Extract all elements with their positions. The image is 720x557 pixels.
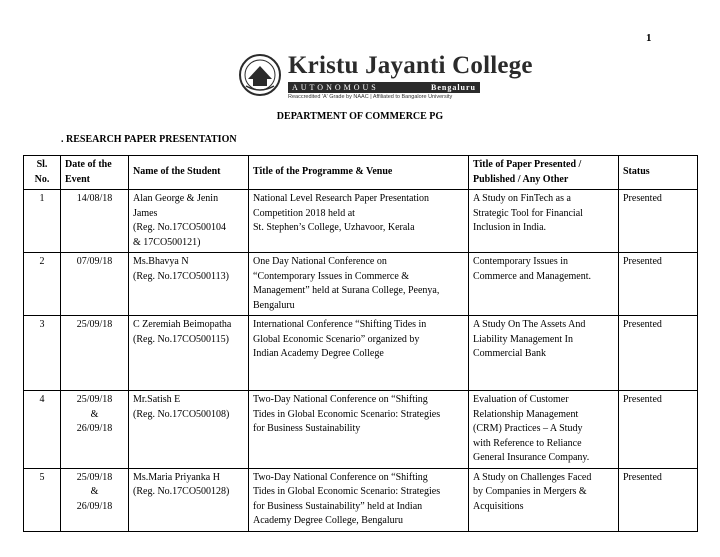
cell-student: C Zeremiah Beimopatha (Reg. No.17CO500115) [129,316,249,391]
cell-paper-title: Contemporary Issues in Commerce and Management. [469,253,619,316]
header-paper-title: Title of Paper Presented / Published / Any Other [469,156,619,190]
autonomous-band [288,82,480,93]
cell-status: Presented [619,391,698,469]
section-title: . RESEARCH PAPER PRESENTATION [61,134,237,145]
department-heading: DEPARTMENT OF COMMERCE PG [276,111,444,122]
college-seal-icon [238,53,282,97]
cell-programme: One Day National Conference on “Contemporary Issues in Commerce & Management” held at Surana College, Peenya, Bengaluru [249,253,469,316]
cell-sl: 5 [24,468,61,531]
header-sl-no: Sl. No. [24,156,61,190]
college-name: Kristu Jayanti College [288,52,533,79]
cell-date: 14/08/18 [61,190,129,253]
table-row [24,468,698,531]
cell-paper-title: A Study on FinTech as a Strategic Tool for Financial Inclusion in India. [469,190,619,253]
cell-sl: 4 [24,391,61,469]
college-logo [238,52,533,104]
cell-student: Mr.Satish E (Reg. No.17CO500108) [129,391,249,469]
table-row [24,391,698,469]
cell-sl: 2 [24,253,61,316]
header-status: Status [619,156,698,190]
table-row [24,190,698,253]
cell-status: Presented [619,253,698,316]
cell-student: Ms.Maria Priyanka H (Reg. No.17CO500128) [129,468,249,531]
cell-status: Presented [619,468,698,531]
cell-sl: 3 [24,316,61,391]
table-row [24,316,698,391]
header-programme: Title of the Programme & Venue [249,156,469,190]
table-header-row [24,156,698,190]
research-paper-table [23,155,698,532]
cell-programme: International Conference “Shifting Tides in Global Economic Scenario” organized by Indian Academy Degree College [249,316,469,391]
page-number: 1 [646,32,652,44]
table-row [24,253,698,316]
cell-paper-title: A Study On The Assets And Liability Management In Commercial Bank [469,316,619,391]
cell-paper-title: Evaluation of Customer Relationship Management (CRM) Practices – A Study with Reference to Reliance General Insurance Company. [469,391,619,469]
cell-student: Alan George & Jenin James (Reg. No.17CO500104 & 17CO500121) [129,190,249,253]
header-student: Name of the Student [129,156,249,190]
cell-date: 25/09/18 & 26/09/18 [61,468,129,531]
cell-student: Ms.Bhavya N (Reg. No.17CO500113) [129,253,249,316]
city-label: Bengaluru [430,83,476,92]
header-date: Date of the Event [61,156,129,190]
accreditation-text: Reaccredited 'A' Grade by NAAC | Affiliated to Bangalore University [288,94,453,100]
cell-paper-title: A Study on Challenges Faced by Companies in Mergers & Acquisitions [469,468,619,531]
cell-sl: 1 [24,190,61,253]
cell-programme: National Level Research Paper Presentation Competition 2018 held at St. Stephen’s College, Uzhavoor, Kerala [249,190,469,253]
cell-date: 25/09/18 [61,316,129,391]
cell-status: Presented [619,316,698,391]
cell-programme: Two-Day National Conference on “Shifting Tides in Global Economic Scenario: Strategies for Business Sustainability [249,391,469,469]
autonomous-label: AUTONOMOUS [292,83,379,92]
cell-date: 07/09/18 [61,253,129,316]
cell-programme: Two-Day National Conference on “Shifting Tides in Global Economic Scenario: Strategies for Business Sustainability” held at Indian Academy Degree College, Bengaluru [249,468,469,531]
cell-status: Presented [619,190,698,253]
cell-date: 25/09/18 & 26/09/18 [61,391,129,469]
